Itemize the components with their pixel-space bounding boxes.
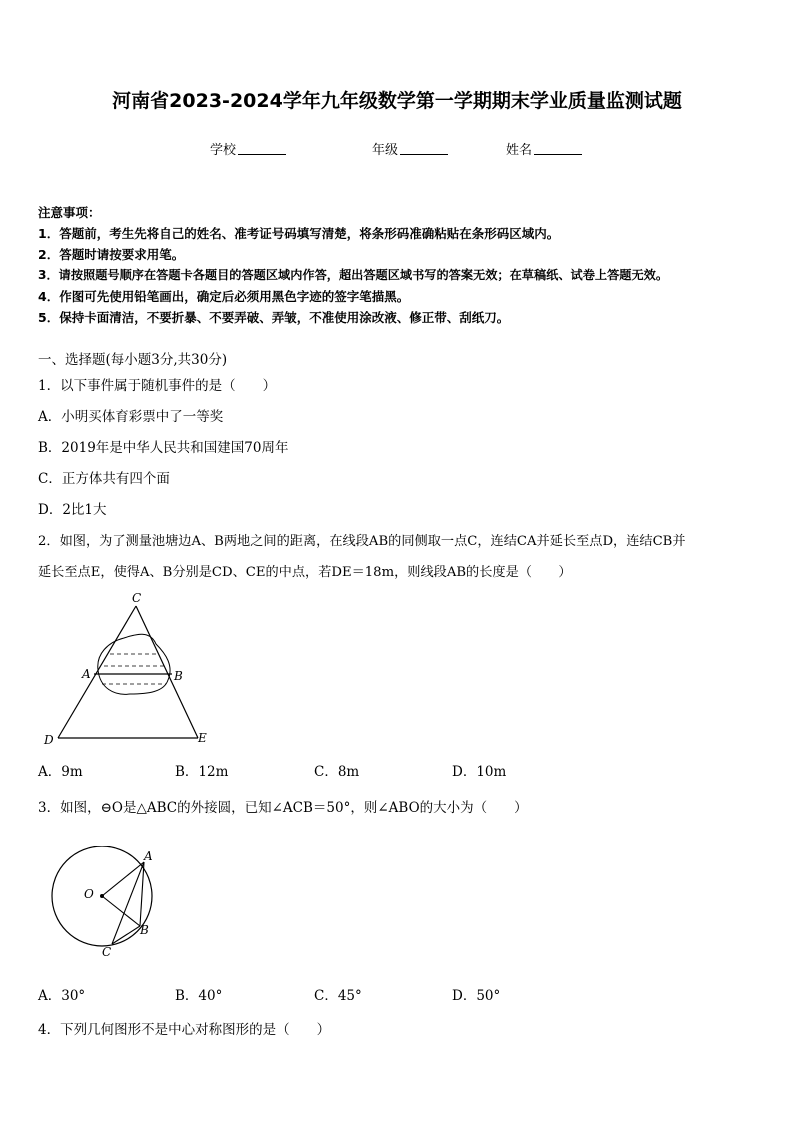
label-a: A [144,849,153,863]
question-3-figure [42,846,172,962]
label-b: B [140,923,149,937]
question-1-option-d[interactable]: D．2比1大 [38,502,107,518]
name-blank[interactable] [534,142,582,155]
question-1-option-c[interactable]: C．正方体共有四个面 [38,471,170,487]
label-c: C [132,591,142,605]
page-title: 河南省2023-2024学年九年级数学第一学期期末学业质量监测试题 [112,90,682,112]
grade-field [372,139,448,158]
question-2-option-c[interactable]: C．8m [314,764,360,780]
question-2-option-d[interactable]: D．10m [452,764,507,780]
question-3-option-d[interactable]: D．50° [452,988,501,1004]
label-a: A [82,667,91,681]
question-1-option-b[interactable]: B．2019年是中华人民共和国建国70周年 [38,440,289,456]
question-2-stem-line2: 延长至点E，使得A、B分别是CD、CE的中点，若DE＝18m，则线段AB的长度是（ ） [38,565,572,580]
question-2-figure [38,588,218,748]
name-field [506,139,582,158]
question-3-option-c[interactable]: C．45° [314,988,362,1004]
grade-blank[interactable] [400,142,448,155]
school-blank[interactable] [238,142,286,155]
section-heading: 一、选择题(每小题3分,共30分) [38,352,228,368]
label-o: O [84,887,94,901]
question-3-option-b[interactable]: B．40° [175,988,223,1004]
school-label: 学校 [210,143,237,158]
notes-item: 2．答题时请按要求用笔。 [38,247,185,262]
question-4-stem: 4．下列几何图形不是中心对称图形的是（ ） [38,1022,331,1038]
grade-label: 年级 [372,143,399,158]
label-b: B [174,669,183,683]
question-1-stem: 1．以下事件属于随机事件的是（ ） [38,378,277,394]
pond-shape [98,634,170,694]
question-2-option-b[interactable]: B．12m [175,764,229,780]
notes-item: 5．保持卡面清洁，不要折暴、不要弄破、弄皱，不准使用涂改液、修正带、刮纸刀。 [38,310,510,325]
question-2-stem-line1: 2．如图，为了测量池塘边A、B两地之间的距离，在线段AB的同侧取一点C，连结CA并延长至点D，连结CB并 [38,534,686,549]
label-d: D [44,733,54,747]
notes-block [38,202,668,328]
notes-item: 3．请按照题号顺序在答题卡各题目的答题区域内作答，超出答题区域书写的答案无效；在草稿纸、试卷上答题无效。 [38,268,669,282]
segment-bc [112,926,140,944]
notes-item: 4．作图可先使用铅笔画出，确定后必须用黑色字迹的签字笔描黑。 [38,289,410,304]
label-e: E [198,731,207,745]
question-3-option-a[interactable]: A．30° [38,988,86,1004]
question-1-option-a[interactable]: A．小明买体育彩票中了一等奖 [38,409,224,425]
name-label: 姓名 [506,143,533,158]
label-c: C [102,945,112,959]
notes-item: 1．答题前，考生先将自己的姓名、准考证号码填写清楚，将条形码准确粘贴在条形码区域内。 [38,226,560,241]
question-3-stem: 3．如图，⊖O是△ABC的外接圆，已知∠ACB＝50°，则∠ABO的大小为（ ） [38,800,528,816]
school-field [210,139,286,158]
question-2-option-a[interactable]: A．9m [38,764,83,780]
notes-heading: 注意事项： [38,205,101,220]
